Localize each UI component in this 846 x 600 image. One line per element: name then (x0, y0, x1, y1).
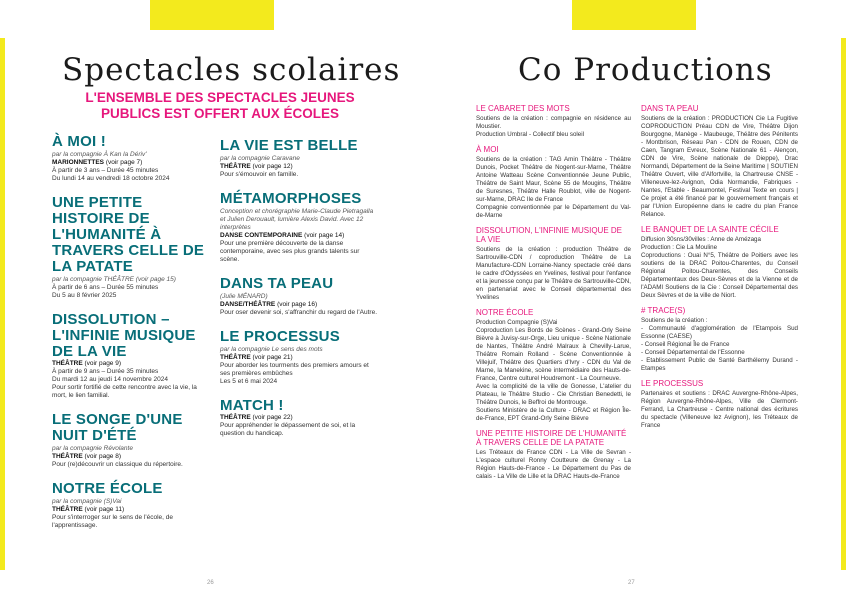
yellow-edge-bar (0, 38, 5, 570)
show-title: MATCH ! (220, 397, 284, 414)
genre-ref: (voir page 22) (252, 414, 293, 421)
genre-ref: (voir page 9) (84, 360, 122, 367)
genre-ref: (voir page 7) (105, 159, 143, 166)
shows-column-1 (52, 134, 212, 542)
genre-label: DANSE/THÉÂTRE (220, 301, 276, 308)
credit-body: Diffusion 30sns/30villes : Anne de Amézaga Production : Cie La Mouline Coproductions : Ouai N°5, Théâtre de Poitiers avec les soutiens de la DRAC Poitou-Charentes, du Conseil Régional Poitou-Charentes, des Conseils Départementaux des Deux-Sèvres et de la Vienne et de l'ADAMI Soutiens de la Cie : Conseil Départemental des Deux Sèvres et de la ville de Niort. (641, 236, 798, 299)
credit-body: Soutiens de la création : compagnie en résidence au Moustier. Production Umbral - Collectif bleu soleil (476, 115, 631, 138)
show-byline: par la compagnie Le sens des mots (220, 346, 323, 353)
show-desc: Pour une première découverte de la danse contemporaine, avec ses plus grands talents sur scène. (220, 240, 360, 263)
show-entry (52, 195, 212, 300)
show-desc: À partir de 9 ans – Durée 35 minutes Du mardi 12 au jeudi 14 novembre 2024 Pour sortir fortifié de cette rencontre avec la vie, la mort, le lien familial. (52, 368, 197, 399)
show-desc: Pour s'interroger sur le sens de l'école, de l'apprentissage. (52, 514, 173, 529)
credit-title: UNE PETITE HISTOIRE DE L'HUMANITÉ À TRAVERS CELLE DE LA PATATE (476, 429, 627, 447)
credit-body: Soutiens de la création : TAG Amin Théâtre - Théâtre Dunois, Pocket Théâtre de Nogent-sur-Marne, Théâtre Antoine Watteau Scène Conventionnée Jeune Public, Théâtre de Saint Maur, Scène 55 de Mougins, Théâtre de Suresnes, Théâtre Halle Roublot, ville de Nogent-sur-Marne, DRAC Ile de France Compagnie conventionnée par le Département du Val-de-Marne (476, 156, 631, 219)
show-desc: À partir de 6 ans – Durée 55 minutes Du 5 au 8 février 2025 (52, 284, 159, 299)
genre-label: THÉÂTRE (52, 453, 83, 460)
show-byline: (Julie MÉNARD) (220, 293, 268, 300)
credit-section (476, 308, 631, 423)
show-title: MÉTAMORPHOSES (220, 190, 362, 207)
credit-body: Soutiens de la création : - Communauté d'agglomération de l'Etampois Sud Essonne (CAESE) - Conseil Régional Île de France - Conseil Départemental de l'Essonne - Etablissement Public de Santé Barthélemy Durand - Etampes (641, 317, 798, 372)
show-desc: Pour appréhender le dépassement de soi, et la question du handicap. (220, 422, 356, 437)
show-genre (220, 163, 380, 171)
show-byline: par la compagnie Caravane (220, 155, 300, 162)
page-title: Co Productions (518, 52, 773, 88)
show-title: LE PROCESSUS (220, 328, 340, 345)
genre-label: THÉÂTRE (220, 414, 251, 421)
genre-ref: (voir page 14) (304, 232, 345, 239)
yellow-tab (150, 0, 274, 30)
show-entry (52, 312, 212, 400)
show-entry (220, 329, 380, 386)
genre-label: THÉÂTRE (52, 360, 83, 367)
show-genre (220, 354, 380, 362)
show-byline: par la compagnie (S)Vai (52, 498, 122, 505)
credit-body: Soutiens de la création : PRODUCTION Cie La Fugitive COPRODUCTION Préau CDN de Vire, Théâtre Dijon Bourgogne, Manège - Maubeuge, Théâtre des Pénitents - Montbrison, Réseau Pan - CDN de Rouen, CDN de Caen, Tangram Evreux, Scène Nationale 61 - Alençon, CDN de Vire, Scène nationale de Dieppe), Drac Normandi, Département de la Seine Maritime | SOUTIEN Théâtre Ouvert, ville d'Alfortville, la Chartreuse CNSE - Villeneuve-lez-Avignon, Odia Normandie, Fabriques - Nantes, l'Etable - Beaumontel, Festival Texte en cours | Ce projet a été financé par le gouvernement français et par l'Union Européenne dans le cadre du plan France Relance. (641, 115, 798, 218)
show-title: LE SONGE D'UNE NUIT D'ÉTÉ (52, 411, 183, 444)
show-genre (52, 360, 212, 368)
show-title: À MOI ! (52, 133, 106, 150)
show-title: UNE PETITE HISTOIRE DE L'HUMANITÉ À TRAVERS CELLE DE LA PATATE (52, 194, 205, 275)
genre-label: DANSE CONTEMPORAINE (220, 232, 303, 239)
genre-ref: (voir page 12) (252, 163, 293, 170)
show-desc: Pour aborder les tourments des premiers amours et ses premières embûches Les 5 et 6 mai 2024 (220, 362, 369, 385)
credit-title: NOTRE ÉCOLE (476, 308, 534, 317)
credit-section (476, 429, 631, 481)
show-entry (220, 138, 380, 179)
credit-section (641, 379, 798, 430)
yellow-edge-bar (841, 38, 846, 570)
show-desc: Pour (re)découvrir un classique du répertoire. (52, 461, 183, 468)
credit-title: LE CABARET DES MOTS (476, 104, 570, 113)
credit-body: Production Compagnie (S)Vai Coproduction Les Bords de Scènes - Grand-Orly Seine Bièvre à Juvisy-sur-Orge, Lieu unique - Scène Nationale de Nantes, Théâtre André Malraux à Chevilly-Larue, Théâtre Romain Rolland - Scène Conventionnée à Villejuif, Théâtre des Quartiers d'Ivry - CDN du Val de Marne, la Manekine, scène intermédiaire des Hauts-de-France, Centre culturel Houdremont - La Courneuve. Avec la complicité de la ville de Gonesse, L'atelier du Plateau, le Théâtre Studio - Cie Christian Benedetti, le Théâtre Dunois, le Beffroi de Montrouge. Soutiens Ministère de la Culture - DRAC et Région Île-de-France, EPT Grand-Orly Seine Bièvre (476, 319, 631, 422)
show-entry (220, 276, 380, 317)
credit-section (641, 306, 798, 373)
right-page (423, 0, 846, 600)
credit-title: DANS TA PEAU (641, 104, 699, 113)
genre-label: THÉÂTRE (220, 354, 251, 361)
credit-body: Soutiens de la création : production Théâtre de Sartrouville-CDN / coproduction Théâtre de La Manufacture-CDN Lorraine-Nancy spectacle créé dans le cadre d'Odyssées en Yvelines, festival pour l'enfance et la jeunesse conçu par le Théâtre de Sartrouville-CDN, en partenariat avec le Conseil départemental des Yvelines (476, 246, 631, 301)
show-entry (52, 134, 212, 183)
genre-label: THÉÂTRE (52, 506, 83, 513)
show-entry (220, 398, 380, 438)
credit-section (476, 145, 631, 220)
show-genre (220, 301, 380, 309)
show-title: LA VIE EST BELLE (220, 137, 358, 154)
show-genre (220, 232, 380, 240)
show-genre (52, 506, 212, 514)
genre-label: MARIONNETTES (52, 159, 104, 166)
show-byline: par la compagnie À Kan la Dériv' (52, 151, 147, 158)
show-byline: par la compagnie THÉÂTRE (voir page 15) (52, 276, 176, 283)
show-desc: Pour s'émouvoir en famille. (220, 171, 299, 178)
page-subtitle: L'ENSEMBLE DES SPECTACLES JEUNES PUBLICS EST OFFERT AUX ÉCOLES (85, 90, 355, 121)
shows-column-2 (220, 138, 380, 450)
show-entry (220, 191, 380, 264)
show-title: DISSOLUTION – L'INFINIE MUSIQUE DE LA VIE (52, 311, 196, 360)
coproductions-column-2 (641, 104, 798, 436)
show-genre (52, 159, 212, 167)
credit-body: Les Tréteaux de France CDN - La Ville de Sevran - L'espace culturel Ronny Coutteure de Grenay - La Région Hauts-de-France - Le Département du Pas de calais - La Ville de Lille et la DRAC Hauts-de-France (476, 449, 631, 480)
credit-section (476, 104, 631, 139)
genre-ref: (voir page 16) (277, 301, 318, 308)
credit-section (476, 226, 631, 302)
show-entry (52, 481, 212, 530)
show-byline: Conception et chorégraphie Marie-Claude Pietragalla et Julien Derouault, lumière Alexis David. Avec 12 interprètes (220, 208, 374, 231)
credit-title: LE PROCESSUS (641, 379, 704, 388)
credit-title: LE BANQUET DE LA SAINTE CÉCILE (641, 225, 779, 234)
genre-ref: (voir page 11) (84, 506, 125, 513)
credit-title: À MOI (476, 145, 499, 154)
genre-ref: (voir page 8) (84, 453, 122, 460)
yellow-tab (572, 0, 696, 30)
credit-title: DISSOLUTION, L'INFINIE MUSIQUE DE LA VIE (476, 226, 622, 244)
page-number: 26 (207, 580, 214, 586)
credit-title: # TRACE(S) (641, 306, 686, 315)
show-byline: par la compagnie Révolante (52, 445, 133, 452)
show-genre (52, 453, 212, 461)
page-number: 27 (628, 580, 635, 586)
credit-section (641, 104, 798, 219)
genre-label: THÉÂTRE (220, 163, 251, 170)
show-desc: Pour oser devenir soi, s'affranchir du regard de l'Autre. (220, 309, 377, 316)
coproductions-column-1 (476, 104, 631, 487)
show-entry (52, 412, 212, 469)
show-desc: À partir de 3 ans – Durée 45 minutes Du lundi 14 au vendredi 18 octobre 2024 (52, 167, 170, 182)
credit-body: Partenaires et soutiens : DRAC Auvergne-Rhône-Alpes, Région Auvergne-Rhône-Alpes, Ville de Clermont-Ferrand, La Chartreuse - Centre national des écritures du spectacle (Villeneuve lez Avignon), les Tréteaux de France (641, 390, 798, 429)
show-title: DANS TA PEAU (220, 275, 334, 292)
show-title: NOTRE ÉCOLE (52, 480, 163, 497)
credit-section (641, 225, 798, 300)
genre-ref: (voir page 21) (252, 354, 293, 361)
show-genre (220, 414, 380, 422)
page-title: Spectacles scolaires (62, 52, 401, 88)
